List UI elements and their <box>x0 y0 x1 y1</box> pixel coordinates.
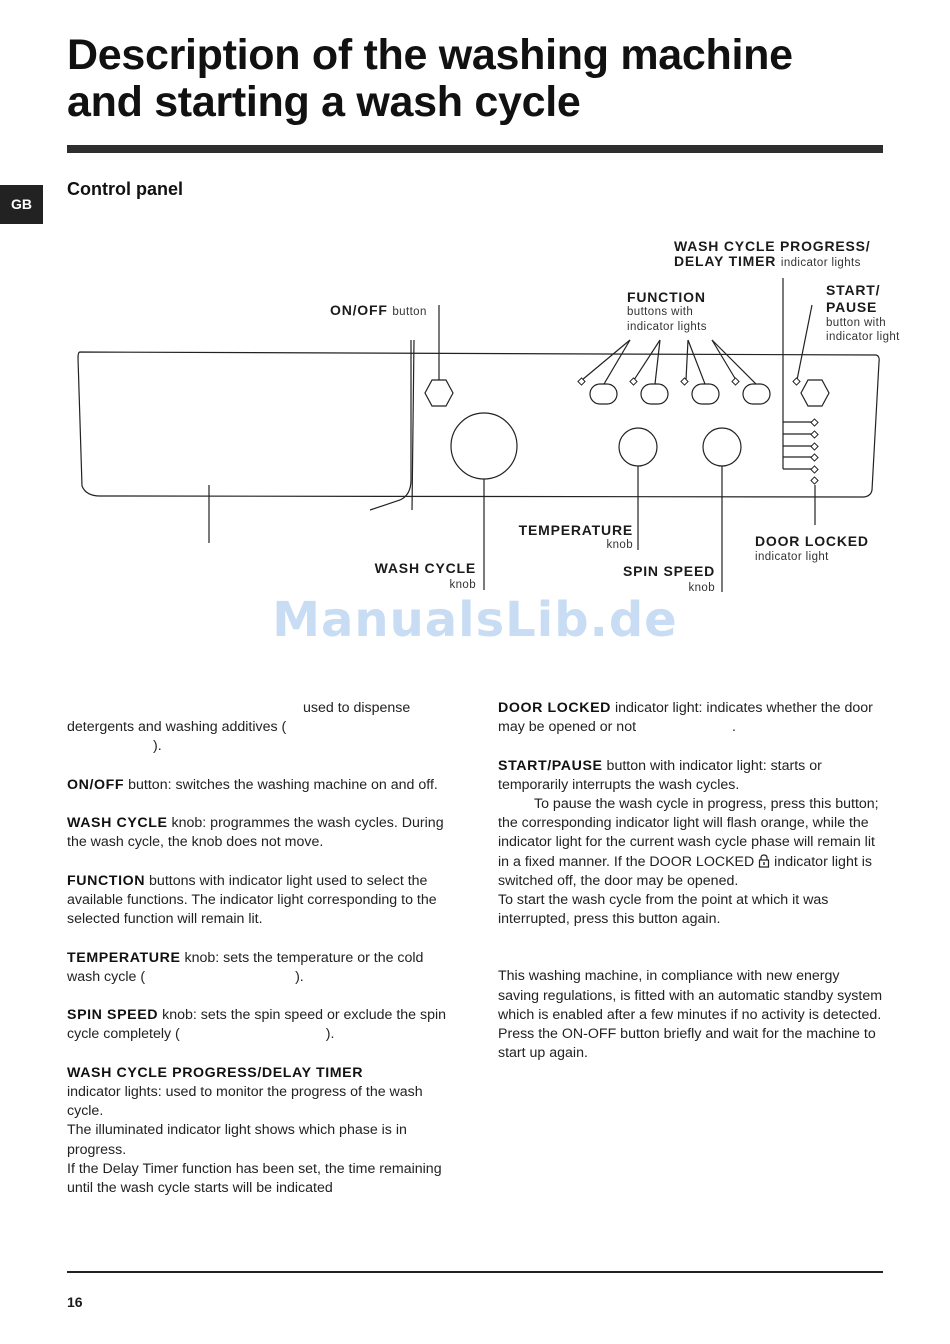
standby-paragraph: This washing machine, in compliance with new energy saving regulations, is fitted with an automatic standby system which is enabled after a few minutes if no activity is detected. Press the ON-OFF button briefly and wait for the machine to start up again. <box>498 968 883 1062</box>
onoff-button-shape <box>425 380 453 406</box>
function-button-2 <box>641 384 668 404</box>
lock-icon <box>758 854 770 868</box>
start-pause-label: START/ PAUSE button with indicator light <box>826 282 900 343</box>
temperature-label: TEMPERATURE knob <box>518 522 633 551</box>
start-pause-button-shape <box>801 380 829 406</box>
onoff-paragraph: ON/OFF button: switches the washing machine on and off. <box>67 776 438 793</box>
right-column <box>498 699 884 1083</box>
language-tab: GB <box>0 185 43 224</box>
temperature-paragraph: TEMPERATURE knob: sets the temperature or the cold wash cycle ( ). <box>67 949 424 985</box>
door-locked-label: DOOR LOCKED indicator light <box>755 533 869 563</box>
function-button-4 <box>743 384 770 404</box>
start-pause-paragraph: START/PAUSE button with indicator light: starts or temporarily interrupts the wash cycles. To pause the wash cycle in progress, press this button; the corresponding indicator light will flash orange, while the indicator light for the current wash cycle phase will remain lit in a fixed manner. If the DOOR LOCKED indicator light is switched off, the door may be opened. To start the wash cycle from the point at which it was interrupted, press this button again. <box>498 757 879 928</box>
wash-cycle-knob <box>451 413 517 479</box>
wash-cycle-label: WASH CYCLE knob <box>374 560 476 591</box>
spin-speed-label: SPIN SPEED knob <box>622 563 715 594</box>
temperature-knob <box>619 428 657 466</box>
panel-outline <box>78 352 879 497</box>
function-label: FUNCTION buttons with indicator lights <box>627 289 707 333</box>
onoff-label: ON/OFF button <box>330 302 427 318</box>
watermark: ManualsLib.de <box>272 592 678 648</box>
title-line-1: Description of the washing machine <box>67 31 793 79</box>
page-title <box>67 32 793 126</box>
progress-lights-label: WASH CYCLE PROGRESS/ DELAY TIMER indicator lights <box>674 238 871 269</box>
footer-divider <box>67 1271 883 1273</box>
section-heading: Control panel <box>67 179 183 199</box>
page-number: 16 <box>67 1294 83 1310</box>
progress-paragraph: WASH CYCLE PROGRESS/DELAY TIMER indicator lights: used to monitor the progress of the wash cycle. The illuminated indicator light shows which phase is in progress. If the Delay Timer function has been set, the time remaining until the wash cycle starts will be indicated <box>67 1064 442 1196</box>
door-locked-paragraph: DOOR LOCKED indicator light: indicates whether the door may be opened or not . <box>498 700 873 736</box>
left-column <box>67 699 452 1217</box>
spin-speed-paragraph: SPIN SPEED knob: sets the spin speed or exclude the spin cycle completely ( ). <box>67 1007 447 1043</box>
function-button-3 <box>692 384 719 404</box>
title-line-2: and starting a wash cycle <box>67 78 581 126</box>
wash-cycle-paragraph: WASH CYCLE knob: programmes the wash cycles. During the wash cycle, the knob does not move. <box>67 815 444 851</box>
function-button-1 <box>590 384 617 404</box>
drawer-separator <box>370 340 411 510</box>
spin-speed-knob <box>703 428 741 466</box>
title-divider <box>67 145 883 153</box>
detergent-paragraph: used to dispense detergents and washing additives ( ). <box>67 700 411 755</box>
function-paragraph: FUNCTION buttons with indicator light used to select the available functions. The indicator light corresponding to the selected function will remain lit. <box>67 872 437 928</box>
